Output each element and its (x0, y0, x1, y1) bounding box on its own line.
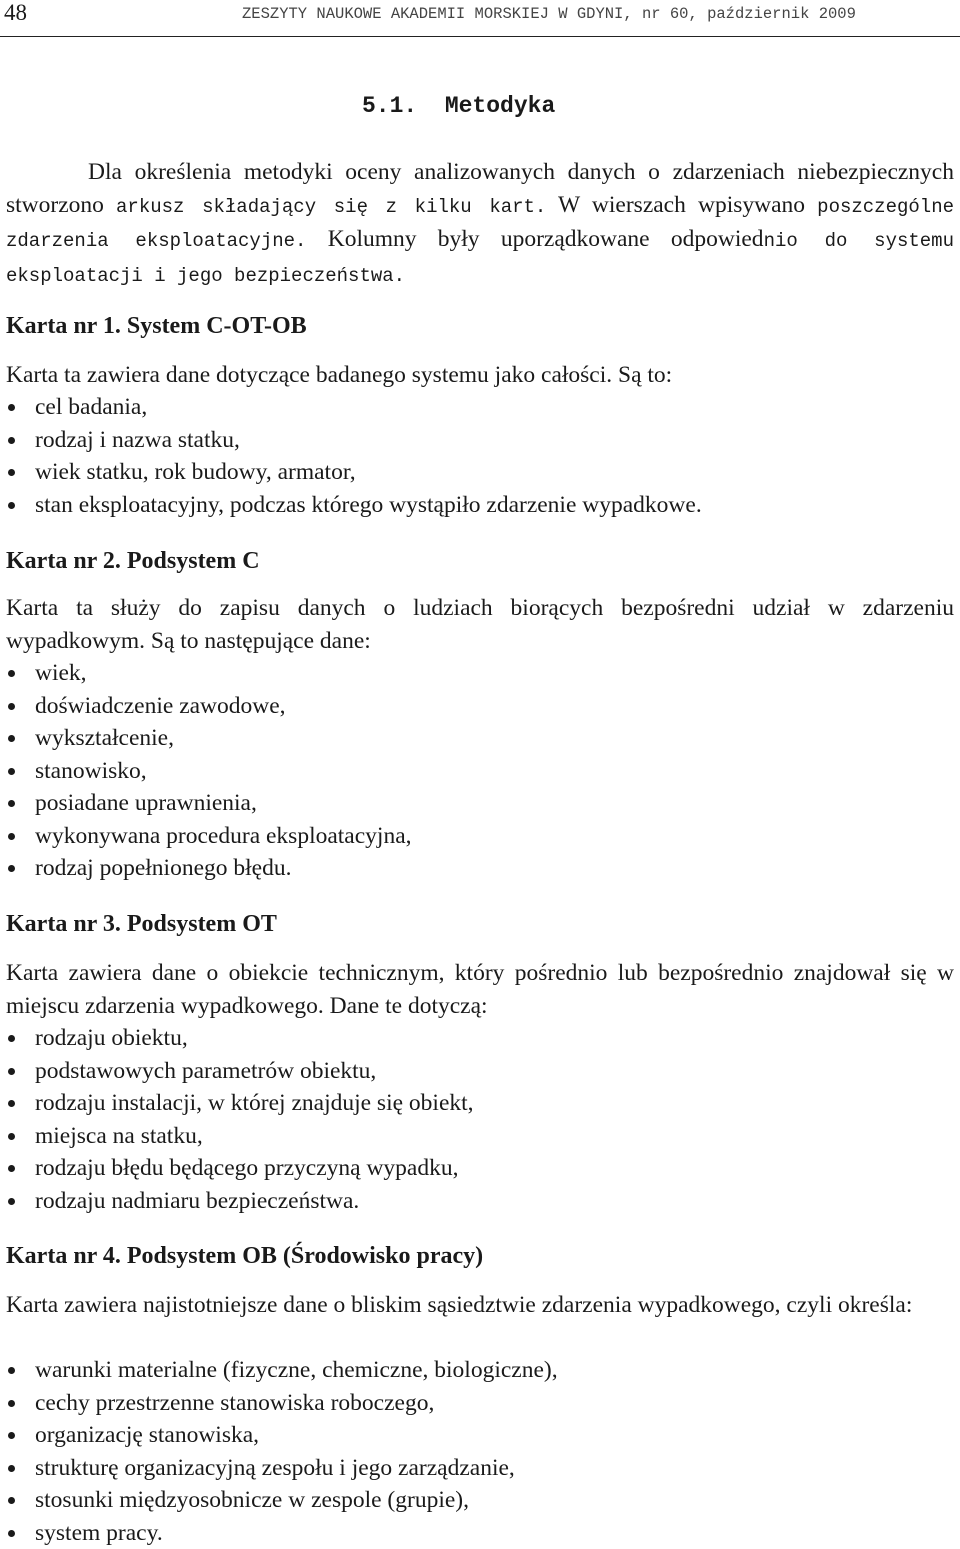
list-item: posiadane uprawnienia, (6, 787, 954, 820)
list-item: rodzaju błędu będącego przyczyną wypadku, (6, 1152, 954, 1185)
list-item: cechy przestrzenne stanowiska roboczego, (6, 1387, 954, 1420)
card-2-list (6, 657, 954, 885)
list-item: miejsca na statku, (6, 1120, 954, 1153)
intro-text-part3: W wierszach wpisywano (546, 191, 818, 218)
list-item: podstawowych parametrów obiektu, (6, 1055, 954, 1088)
card-4-list (6, 1354, 954, 1549)
card-2-description: Karta ta służy do zapisu danych o ludziach biorących bezpośredni udział w zdarzeniu wypadkowym. Są to następujące dane: (6, 595, 954, 654)
list-item: wykształcenie, (6, 722, 954, 755)
list-item: wykonywana procedura eksploatacyjna, (6, 820, 954, 853)
list-item: doświadczenie zawodowe, (6, 690, 954, 723)
list-item: organizację stanowiska, (6, 1419, 954, 1452)
intro-text-part1: Dla określenia metodyki oceny analizowanych danych o zdarzeniach niebezpiecznych stworzono (6, 159, 954, 218)
list-item: warunki materialne (fizyczne, chemiczne, biologiczne), (6, 1354, 954, 1387)
list-item: stosunki międzyosobnicze w zespole (grupie), (6, 1484, 954, 1517)
intro-text-part2: arkusz składający się z kilku kart. (116, 195, 547, 218)
list-item: wiek statku, rok budowy, armator, (6, 456, 954, 489)
card-4-description: Karta zawiera najistotniejsze dane o bliskim sąsiedztwie zdarzenia wypadkowego, czyli określa: (6, 1292, 913, 1318)
list-item: stanowisko, (6, 755, 954, 788)
list-item: rodzaju instalacji, w której znajduje się obiekt, (6, 1087, 954, 1120)
card-2-heading: Karta nr 2. Podsystem C (6, 548, 260, 574)
section-title (362, 92, 555, 120)
intro-text (6, 156, 954, 292)
list-item: cel badania, (6, 391, 954, 424)
running-head: ZESZYTY NAUKOWE AKADEMII MORSKIEJ W GDYNI, nr 60, październik 2009 (242, 5, 856, 23)
list-item: rodzaju nadmiaru bezpieczeństwa. (6, 1185, 954, 1218)
section-number: 5.1. (362, 93, 418, 119)
page-number: 48 (4, 0, 27, 25)
card-3-heading: Karta nr 3. Podsystem OT (6, 911, 277, 937)
card-1-list (6, 391, 954, 521)
card-1-description: Karta ta zawiera dane dotyczące badanego systemu jako całości. Są to: (6, 362, 673, 388)
card-3-description: Karta zawiera dane o obiekcie technicznym, który pośrednio lub bezpośrednio znajdował się w miejscu zdarzenia wypadkowego. Dane te dotyczą: (6, 960, 954, 1019)
list-item: rodzaj i nazwa statku, (6, 424, 954, 457)
list-item: rodzaj popełnionego błędu. (6, 852, 954, 885)
card-3-list (6, 1022, 954, 1217)
list-item: wiek, (6, 657, 954, 690)
card-1-heading: Karta nr 1. System C-OT-OB (6, 313, 307, 339)
list-item: stan eksploatacyjny, podczas którego wystąpiło zdarzenie wypadkowe. (6, 489, 954, 522)
list-item: system pracy. (6, 1517, 954, 1549)
page-header (0, 0, 960, 37)
section-title-text: Metodyka (444, 93, 556, 119)
intro-text-part6: nio do systemu eksploatacji i jego bezpieczeństwa. (6, 230, 954, 287)
intro-paragraph (6, 156, 954, 292)
intro-text-part4: poszczególne zdarzenia eksploatacyjne. (6, 195, 954, 252)
card-4-heading: Karta nr 4. Podsystem OB (Środowisko pracy) (6, 1243, 484, 1269)
intro-text-part5: Kolumny były uporządkowane odpowied (306, 226, 764, 252)
list-item: strukturę organizacyjną zespołu i jego zarządzanie, (6, 1452, 954, 1485)
list-item: rodzaju obiektu, (6, 1022, 954, 1055)
